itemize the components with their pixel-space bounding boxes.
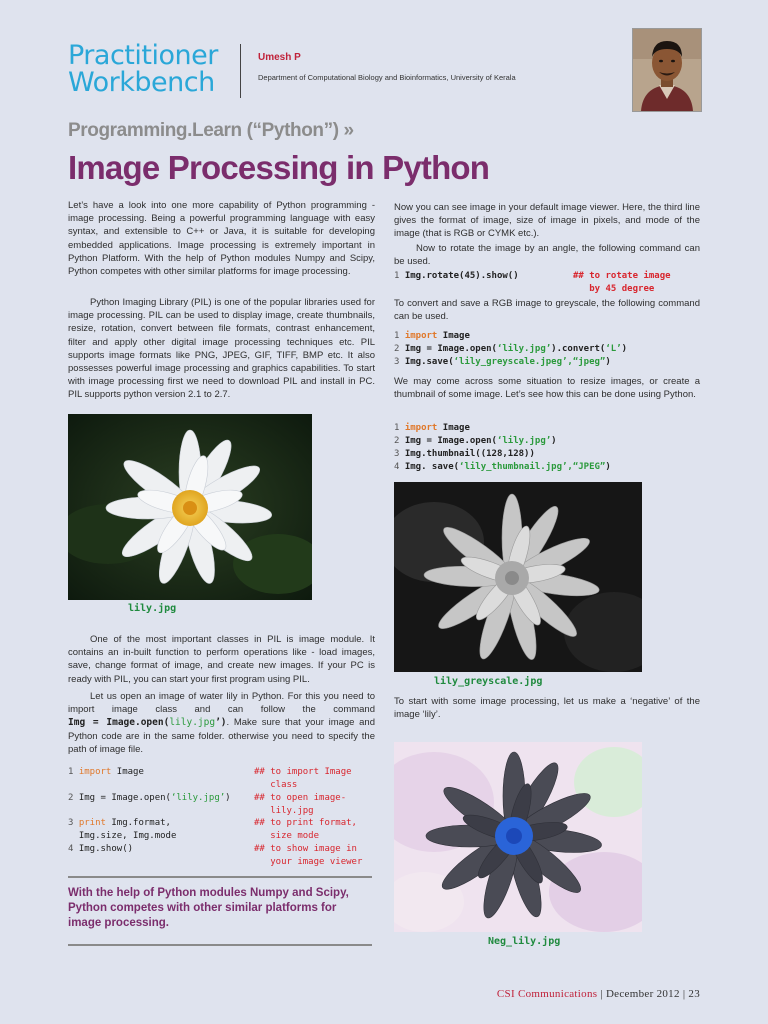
code-comment-3: ## to print format, size mode: [254, 818, 357, 841]
lily-greyscale-image: [394, 482, 642, 672]
article-subhead: Programming.Learn (“Python”) »: [68, 120, 354, 141]
right-paragraph-3: To convert and save a RGB image to greyscale, the following command can be used.: [394, 298, 700, 323]
p4-text-b: . Make sure that your image and Python code are in the same folder. otherwise you need to specify the path of image file.: [68, 717, 375, 755]
article-title: Image Processing in Python: [68, 149, 490, 186]
author-name: Umesh P: [258, 52, 301, 63]
left-paragraph-3: One of the most important classes in PIL is image module. It contains an in-built function to perform operations like - load images, save, change format of image, and create new images. If your PC is ready with PIL, you can start your first program using PIL.: [68, 634, 375, 685]
right-paragraph-4: We may come across some situation to resize images, or create a thumbnail of some image. Let’s see how this can be done using Python.: [394, 376, 700, 401]
code-line-2: 2 Img = Image.open(‘lily.jpg’): [68, 793, 231, 803]
grey-code-line-2: 2 Img = Image.open(‘lily.jpg’).convert(‘L’): [394, 344, 628, 354]
footer-date: December 2012: [605, 988, 680, 1000]
footer-separator-1: |: [597, 988, 606, 1000]
thumb-code-line-2: 2 Img = Image.open(‘lily.jpg’): [394, 436, 557, 446]
right-paragraph-2: Now to rotate the image by an angle, the following command can be used.: [394, 243, 700, 268]
code-line-1: 1 import Image: [68, 767, 144, 777]
footer-separator-2: |: [679, 988, 689, 1000]
author-photo: [632, 28, 702, 112]
brand-line-1: Practitioner: [68, 40, 218, 71]
rotate-code-line: 1 Img.rotate(45).show(): [394, 271, 519, 281]
p4-inline-string: lily.jpg: [169, 717, 216, 729]
footer-page-number: 23: [688, 988, 700, 1000]
left-paragraph-4: [68, 690, 375, 756]
negative-lily-image: [394, 742, 642, 932]
grey-code-line-3: 3 Img.save(‘lily_greyscale.jpeg’,“jpeg”): [394, 357, 611, 367]
callout-rule-bottom: [68, 944, 372, 946]
right-paragraph-1: Now you can see image in your default image viewer. Here, the third line gives the format of image, size of image in pixels, and mode of the image (that is RGB or CYMK etc.).: [394, 202, 700, 240]
rotate-code-comment: ## to rotate image by 45 degree: [573, 271, 671, 294]
pull-quote: With the help of Python modules Numpy and Scipy, Python competes with other similar platforms for image processing.: [68, 887, 349, 929]
caption-lily-greyscale: lily_greyscale.jpg: [434, 676, 543, 687]
grey-code-line-1: 1 import Image: [394, 331, 470, 341]
caption-negative-lily: Neg_lily.jpg: [488, 936, 561, 947]
left-paragraph-2: Python Imaging Library (PIL) is one of the popular libraries used for image processing. PIL can be used to display image, create thumbnails, resize, rotation, convert between file formats, contrast enhancement, filter and apply other digital image processing techniques etc. PIL supports image formats like PNG, JPEG, GIF, TIFF, BMP etc. It also possesses powerful image processing and graphics capabilities. To start with image processing first we need to download PIL and install in PC. PIL supports python version 2.1 to 2.7.: [68, 297, 375, 401]
callout-rule-top: [68, 876, 372, 878]
thumb-code-line-4: 4 Img. save(‘lily_thumbnail.jpg’,“JPEG”): [394, 462, 611, 472]
code-line-3: 3 print Img.format, Img.size, Img.mode: [68, 818, 177, 841]
code-comment-1: ## to import Image class: [254, 767, 352, 790]
footer-publication: CSI Communications: [496, 988, 598, 1000]
header-divider: [240, 44, 241, 98]
lily-image: [68, 414, 312, 600]
brand-line-2: Workbench: [68, 67, 215, 98]
right-paragraph-5: To start with some image processing, let us make a ‘negative’ of the image ‘lily’.: [394, 696, 700, 721]
code-line-4: 4 Img.show(): [68, 844, 134, 854]
page-footer: [497, 988, 700, 1000]
p4-inline-code: Img = Image.open(: [68, 717, 170, 729]
caption-lily: lily.jpg: [128, 603, 177, 614]
thumb-code-line-1: 1 import Image: [394, 423, 470, 433]
p4-inline-code-end: ’): [215, 717, 227, 729]
p4-text-a: Let us open an image of water lily in Python. For this you need to import image class and can follow the command: [68, 691, 375, 716]
thumb-code-line-3: 3 Img.thumbnail((128,128)): [394, 449, 535, 459]
section-brand: [68, 42, 218, 96]
left-paragraph-1: Let’s have a look into one more capability of Python programming - image processing. Being a powerful programming language with easy syntax, and extensible to C++ or Java, it is suitable for developing embedded applications. Image processing is extremely important in Python Platform. With the help of Python modules Numpy and Scipy, Python competes with other similar platforms for image processing.: [68, 200, 375, 278]
code-comment-4: ## to show image in your image viewer: [254, 844, 363, 867]
code-comment-2: ## to open image- lily.jpg: [254, 793, 347, 816]
author-department: Department of Computational Biology and Bioinformatics, University of Kerala: [258, 73, 516, 82]
